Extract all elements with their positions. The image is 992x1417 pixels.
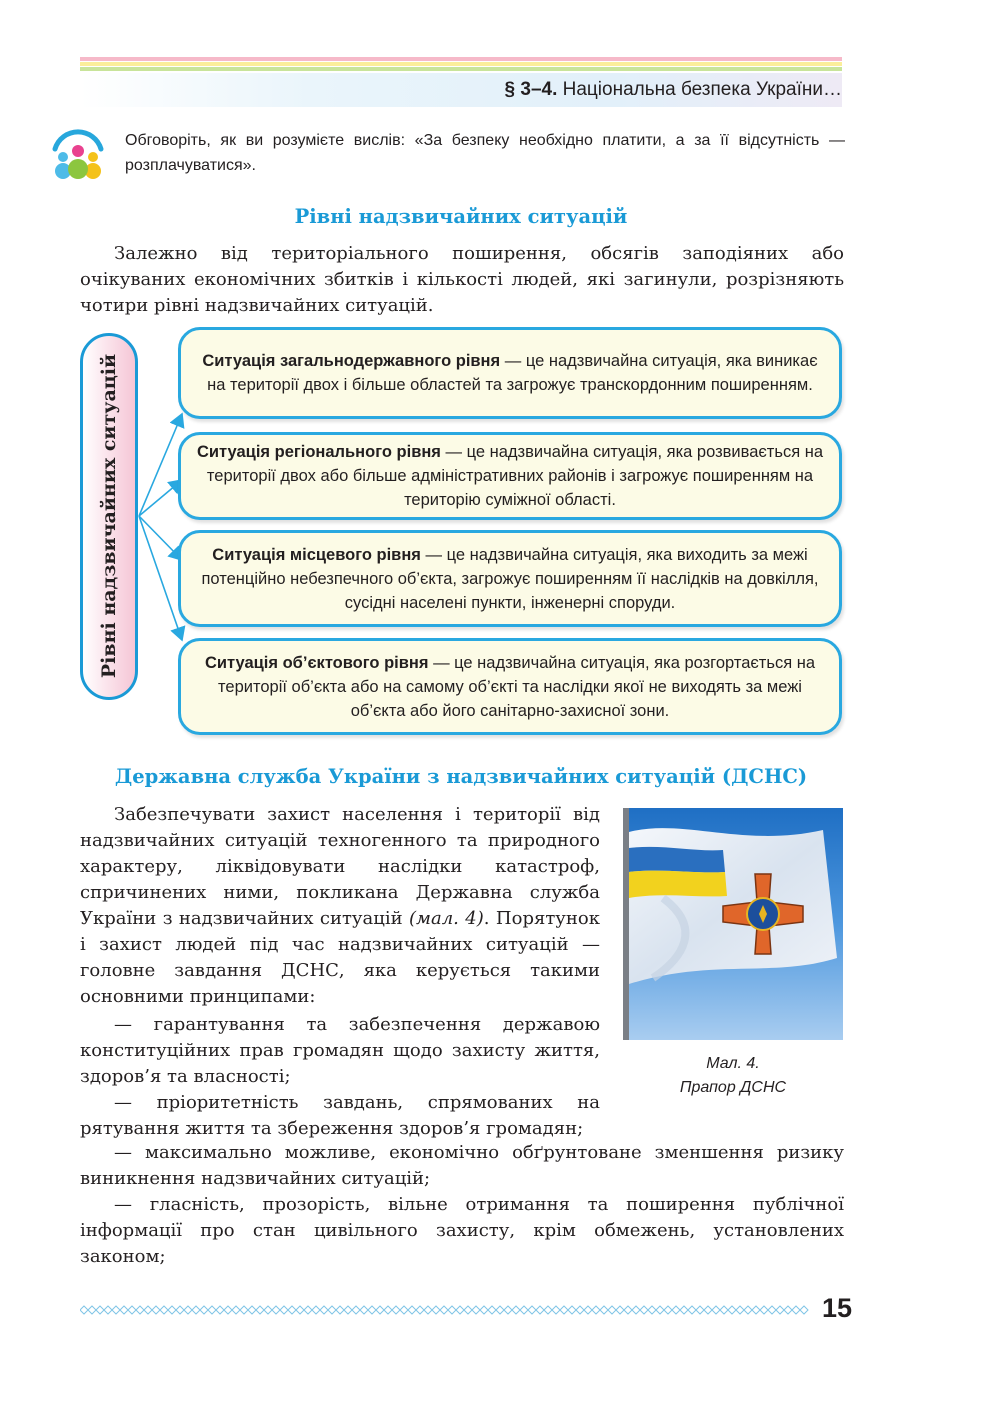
principle-text: — гарантування та забезпечення державою конституційних прав громадян щодо захисту життя, здоров’я та власності; <box>80 1014 600 1087</box>
footer-diamond <box>456 1306 464 1314</box>
footer-diamond <box>176 1306 184 1314</box>
footer-diamond <box>136 1306 144 1314</box>
level-term: Ситуація об’єктового рівня <box>204 653 429 672</box>
page-number: 15 <box>822 1293 853 1323</box>
footer-ornament <box>80 1304 810 1316</box>
footer-diamond <box>664 1306 672 1314</box>
principle-text: — максимально можливе, економічно обґрунтоване зменшення ризику виникнення надзвичайних ситуацій; <box>80 1142 844 1189</box>
footer-diamond <box>648 1306 656 1314</box>
footer-diamond <box>520 1306 528 1314</box>
footer-diamond <box>360 1306 368 1314</box>
section-title: Національна безпека України… <box>562 79 842 100</box>
footer-diamond <box>272 1306 280 1314</box>
footer-diamond <box>96 1306 104 1314</box>
dsns-text-2: . Порятунок і захист людей під час надзвичайних ситуацій — головне завдання ДСНС, яка керується такими основними принципами: <box>80 908 600 1007</box>
dsns-text-1: Забезпечувати захист населення і території від надзвичайних ситуацій техногенного та природного характеру, ліквідовувати наслідки катастроф, спричинених ними, покликана Державна служба України з надзвичайних ситуацій <box>80 804 600 929</box>
footer-diamond <box>168 1306 176 1314</box>
footer-diamond <box>568 1306 576 1314</box>
principle-item <box>80 1140 844 1192</box>
section-header <box>505 79 842 101</box>
footer-diamond <box>640 1306 648 1314</box>
footer-diamond <box>728 1306 736 1314</box>
level-term: Ситуація регіонального рівня <box>196 443 441 461</box>
footer-diamond <box>88 1306 96 1314</box>
level-definition: — це надзвичайна ситуація, яка виникає на території двох і більше областей та загрожує транскордонним поширенням. <box>207 352 818 394</box>
dsns-flag-photo <box>623 808 843 1040</box>
footer-diamond <box>672 1306 680 1314</box>
footer-diamond <box>792 1306 800 1314</box>
footer-diamond <box>400 1306 408 1314</box>
footer-diamond <box>464 1306 472 1314</box>
footer-diamond <box>744 1306 752 1314</box>
footer-diamond <box>112 1306 120 1314</box>
footer-diamond <box>432 1306 440 1314</box>
footer-diamond <box>776 1306 784 1314</box>
footer-diamond <box>280 1306 288 1314</box>
footer-diamond <box>408 1306 416 1314</box>
level-box-local <box>178 530 842 627</box>
principle-item <box>80 1192 844 1270</box>
footer-diamond <box>320 1306 328 1314</box>
footer-diamond <box>504 1306 512 1314</box>
footer-diamond <box>424 1306 432 1314</box>
principle-text: — гласність, прозорість, вільне отримання та поширення публічної інформації про стан цивільного захисту, крім обмежень, установлених законом; <box>80 1194 844 1267</box>
footer-diamond <box>104 1306 112 1314</box>
footer-diamond <box>704 1306 712 1314</box>
footer-diamond <box>688 1306 696 1314</box>
footer-diamond <box>528 1306 536 1314</box>
section-heading-dsns: Державна служба України з надзвичайних ситуацій (ДСНС) <box>114 765 808 788</box>
header-stripe-pink <box>80 57 842 61</box>
footer-diamond <box>416 1306 424 1314</box>
footer-diamond <box>248 1306 256 1314</box>
principle-text: — пріоритетність завдань, спрямованих на рятування життя та збереження здоров’я громадян; <box>80 1092 600 1139</box>
footer-diamond <box>600 1306 608 1314</box>
footer-diamond <box>736 1306 744 1314</box>
footer-diamond <box>488 1306 496 1314</box>
footer-diamond <box>784 1306 792 1314</box>
level-definition: — це надзвичайна ситуація, яка розгортається на території об’єкта або на самому об’єкті та наслідки якої не виходять за межі об’єкта або його санітарно-захисної зони. <box>218 653 816 720</box>
footer-diamond <box>120 1306 128 1314</box>
footer-diamond <box>392 1306 400 1314</box>
footer-diamond <box>656 1306 664 1314</box>
footer-diamond <box>216 1306 224 1314</box>
arrow-object <box>139 516 182 640</box>
footer-diamond <box>584 1306 592 1314</box>
footer-diamond <box>80 1306 88 1314</box>
arrow-regional <box>139 480 182 516</box>
footer-diamond <box>448 1306 456 1314</box>
footer-diamond <box>544 1306 552 1314</box>
footer-diamond <box>128 1306 136 1314</box>
footer-diamond <box>328 1306 336 1314</box>
level-box-national <box>178 327 842 419</box>
footer-diamond <box>144 1306 152 1314</box>
footer-diamond <box>256 1306 264 1314</box>
footer-diamond <box>376 1306 384 1314</box>
footer-diamond <box>352 1306 360 1314</box>
footer-diamond <box>712 1306 720 1314</box>
footer-diamond <box>192 1306 200 1314</box>
intro-paragraph <box>80 241 844 319</box>
header-stripe-green <box>80 67 842 71</box>
level-definition: — це надзвичайна ситуація, яка розвивається на території двох або більше адміністративних районів і загрожує поширенням на територію суміжної області. <box>206 443 824 509</box>
footer-diamond <box>632 1306 640 1314</box>
dsns-paragraph <box>80 802 600 1010</box>
header-stripe-yellow <box>80 62 842 66</box>
footer-diamond <box>720 1306 728 1314</box>
footer-diamond <box>608 1306 616 1314</box>
footer-diamond <box>184 1306 192 1314</box>
discussion-group-icon <box>47 123 109 185</box>
level-box-regional <box>178 432 842 520</box>
footer-diamond <box>344 1306 352 1314</box>
footer-diamond <box>240 1306 248 1314</box>
footer-diamond <box>576 1306 584 1314</box>
footer-diamond <box>440 1306 448 1314</box>
footer-diamond <box>752 1306 760 1314</box>
footer-diamond <box>496 1306 504 1314</box>
level-definition: — це надзвичайна ситуація, яка виходить за межі потенційно небезпечного об’єкта, загрожує поширенням її наслідків на довкілля, сусідні населені пункти, інженерні споруди. <box>201 545 819 612</box>
footer-diamond <box>624 1306 632 1314</box>
footer-diamond <box>592 1306 600 1314</box>
footer-diamond <box>224 1306 232 1314</box>
figure-caption-title: Прапор ДСНС <box>679 1079 787 1096</box>
arrow-local <box>139 516 182 560</box>
arrow-national <box>139 414 182 516</box>
discussion-prompt: Обговоріть, як ви розумієте вислів: «За безпеку необхідно платити, а за її відсутність — розплачуватися». <box>125 132 845 174</box>
footer-diamond <box>536 1306 544 1314</box>
footer-diamond <box>616 1306 624 1314</box>
level-term: Ситуація загальнодержавного рівня <box>202 352 501 370</box>
footer-diamond <box>336 1306 344 1314</box>
footer-diamond <box>760 1306 768 1314</box>
section-heading-levels: Рівні надзвичайних ситуацій <box>294 205 628 228</box>
footer-diamond <box>208 1306 216 1314</box>
footer-diamond <box>560 1306 568 1314</box>
level-box-object <box>178 638 842 735</box>
footer-diamond <box>152 1306 160 1314</box>
level-term: Ситуація місцевого рівня <box>212 545 421 564</box>
principle-item <box>80 1012 600 1090</box>
footer-diamond <box>480 1306 488 1314</box>
footer-diamond <box>160 1306 168 1314</box>
footer-diamond <box>312 1306 320 1314</box>
footer-diamond <box>472 1306 480 1314</box>
footer-diamond <box>384 1306 392 1314</box>
section-mark: § 3–4. <box>504 79 558 100</box>
footer-diamond <box>264 1306 272 1314</box>
footer-diamond <box>552 1306 560 1314</box>
intro-text: Залежно від територіального поширення, обсягів заподіяних або очікуваних економічних збитків і кількості людей, які загинули, розрізняють чотири рівні надзвичайних ситуацій. <box>80 243 844 316</box>
footer-diamond <box>696 1306 704 1314</box>
footer-diamond <box>368 1306 376 1314</box>
footer-diamond <box>512 1306 520 1314</box>
figure-reference: (мал. 4) <box>409 908 484 929</box>
principle-item <box>80 1090 600 1142</box>
footer-diamond <box>296 1306 304 1314</box>
footer-diamond <box>200 1306 208 1314</box>
footer-diamond <box>680 1306 688 1314</box>
figure-caption-number: Мал. 4. <box>706 1055 760 1072</box>
footer-diamond <box>232 1306 240 1314</box>
footer-diamond <box>288 1306 296 1314</box>
footer-diamond <box>800 1306 808 1314</box>
footer-diamond <box>768 1306 776 1314</box>
diagram-root-label: Рівні надзвичайних ситуацій <box>98 353 120 679</box>
footer-diamond <box>304 1306 312 1314</box>
